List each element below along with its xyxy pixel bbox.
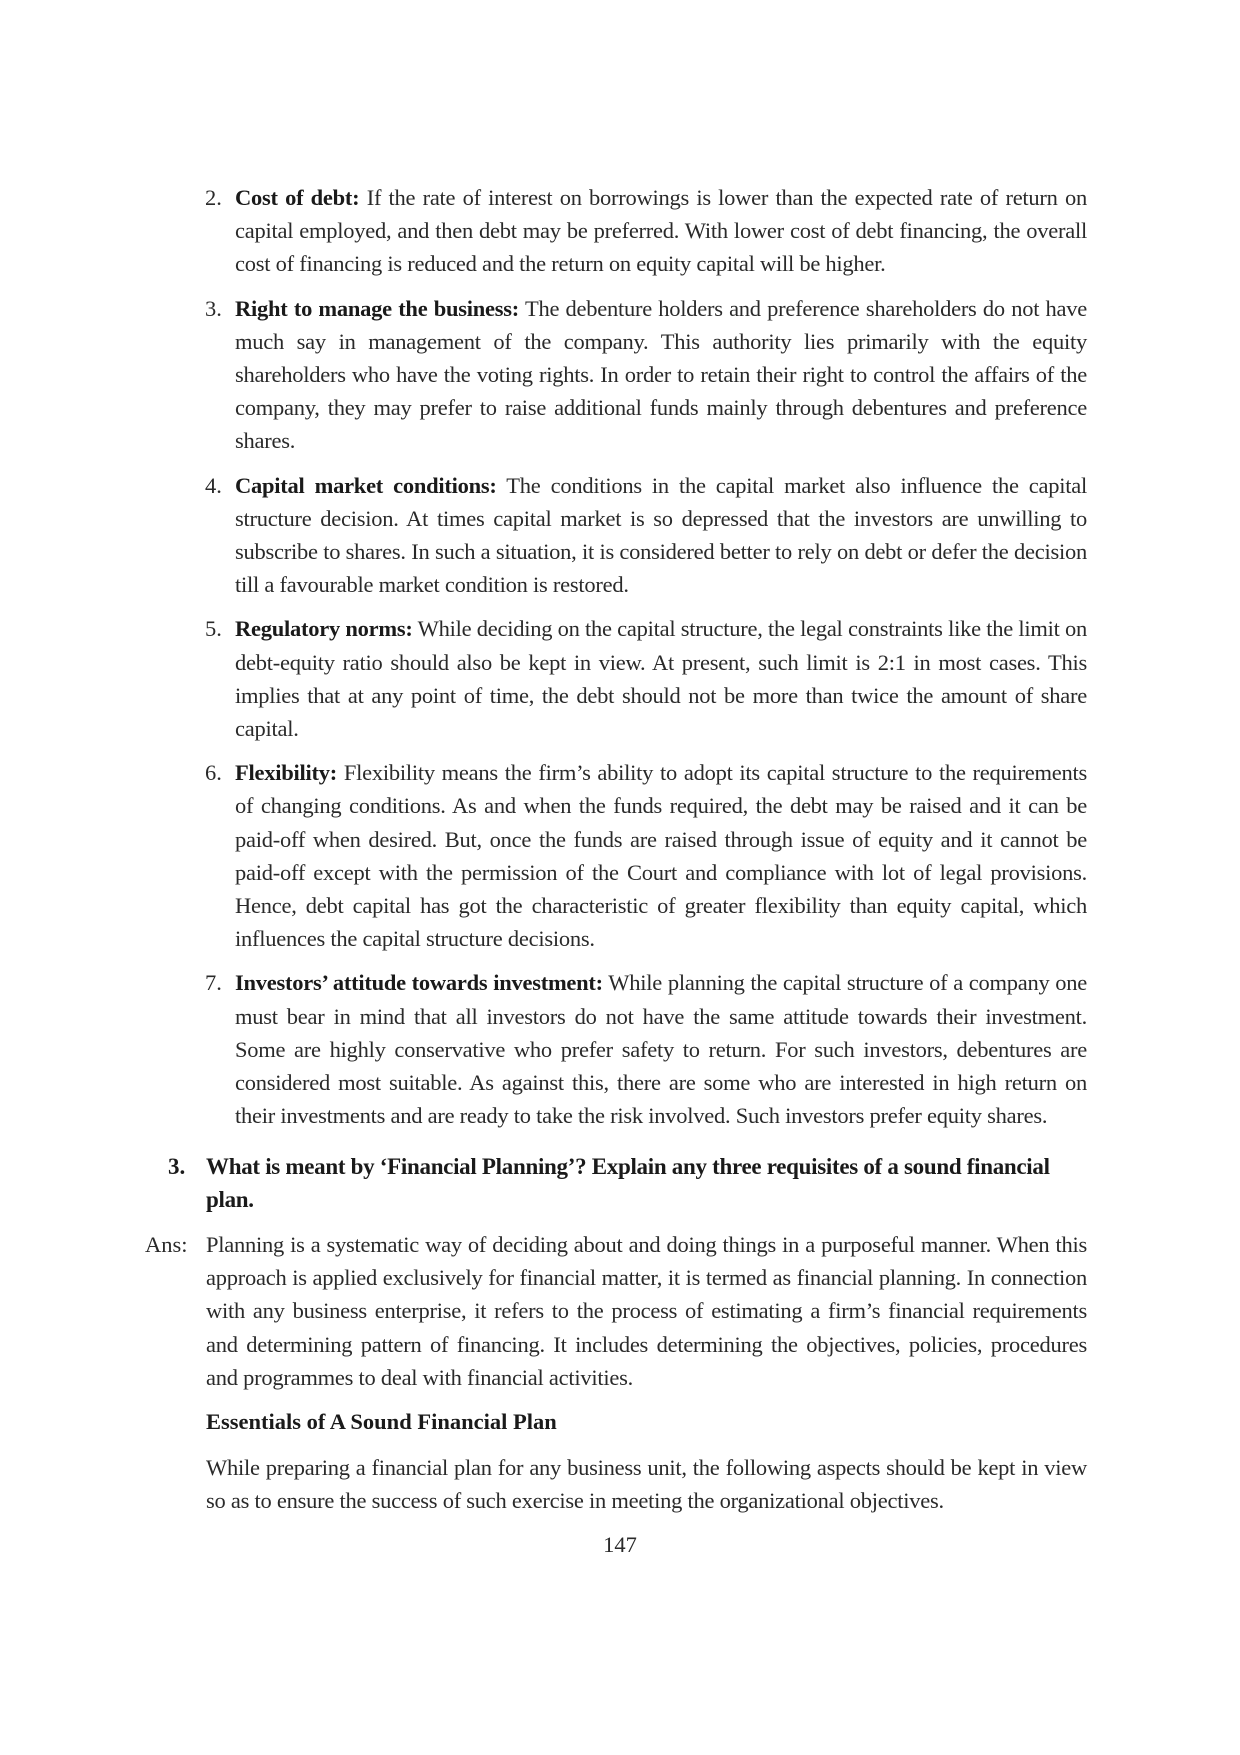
list-item-body — [235, 292, 1087, 458]
list-item-body — [235, 756, 1087, 955]
list-item-text: The conditions in the capital market also influence the capital structure decision. At times capital market is so depressed that the investors are unwilling to subscribe to shares. In such a situation, it is considered better to rely on debt or defer the decision till a favourable market condition is restored. — [235, 472, 1087, 598]
list-item-title: Right to manage the business: — [235, 295, 520, 321]
answer-text: Planning is a systematic way of deciding about and doing things in a purposeful manner. When this approach is applied exclusively for financial matter, it is termed as financial planning. In connection with any business enterprise, it refers to the process of estimating a firm’s financial requirements and determining pattern of financing. It includes determining the objectives, policies, procedures and programmes to deal with financial activities. — [206, 1232, 1087, 1390]
list-item-text: The debenture holders and preference shareholders do not have much say in management of the company. This authority lies primarily with the equity shareholders who have the voting rights. In order to retain their right to control the affairs of the company, they may prefer to raise additional funds mainly through debentures and preference shares. — [235, 295, 1087, 454]
list-item-number: 5. — [205, 616, 222, 642]
list-item — [205, 181, 1087, 281]
section-paragraph: While preparing a financial plan for any business unit, the following aspects should be kept in view so as to ensure the success of such exercise in meeting the organizational objectives. — [206, 1455, 1087, 1514]
list-item-body — [235, 966, 1087, 1132]
question-number: 3. — [168, 1154, 186, 1179]
list-item-body — [235, 181, 1087, 281]
list-item-text: While deciding on the capital structure, the legal constraints like the limit on debt-equity ratio should also be kept in view. At present, such limit is 2:1 in most cases. This implies that at any point of time, the debt should not be more than twice the amount of share capital. — [235, 616, 1087, 742]
answer-label: Ans: — [145, 1232, 188, 1257]
question — [168, 1150, 1087, 1216]
list-item-title: Investors’ attitude towards investment: — [235, 970, 603, 996]
list-item — [205, 612, 1087, 745]
list-item-body — [235, 612, 1087, 745]
list-item-text: Flexibility means the firm’s ability to adopt its capital structure to the requirements of changing conditions. As and when the funds required, the debt may be raised and it can be paid-off when desired. But, once the funds are raised through issue of equity and it cannot be paid-off except with the permission of the Court and compliance with lot of legal provisions. Hence, debt capital has got the characteristic of greater flexibility than equity capital, which influences the capital structure decisions. — [235, 760, 1087, 952]
page-number: 147 — [603, 1532, 637, 1557]
list-item-number: 6. — [205, 760, 222, 786]
answer — [145, 1228, 1087, 1394]
list-item-number: 3. — [205, 295, 222, 321]
list-item-number: 7. — [205, 970, 222, 996]
section-heading: Essentials of A Sound Financial Plan — [206, 1409, 557, 1434]
factor-list — [205, 181, 1087, 1143]
list-item-text: If the rate of interest on borrowings is lower than the expected rate of return on capital employed, and then debt may be preferred. With lower cost of debt financing, the overall cost of financing is reduced and the return on equity capital will be higher. — [235, 185, 1087, 277]
list-item-number: 4. — [205, 472, 222, 498]
list-item-number: 2. — [205, 185, 222, 210]
list-item-title: Flexibility: — [235, 760, 337, 786]
list-item — [205, 966, 1087, 1132]
list-item-text: While planning the capital structure of a company one must bear in mind that all investors do not have the same attitude towards their investment. Some are highly conservative who prefer safety to return. For such investors, debentures are considered most suitable. As against this, there are some who are interested in high return on their investments and are ready to take the risk involved. Such investors prefer equity shares. — [235, 970, 1087, 1129]
list-item-title: Capital market conditions: — [235, 472, 497, 498]
list-item-title: Regulatory norms: — [235, 616, 413, 642]
list-item-title: Cost of debt: — [235, 185, 360, 210]
list-item-body — [235, 469, 1087, 602]
question-text: What is meant by ‘Financial Planning’? Explain any three requisites of a sound financial plan. — [206, 1154, 1050, 1213]
list-item — [205, 756, 1087, 955]
list-item — [205, 292, 1087, 458]
list-item — [205, 469, 1087, 602]
